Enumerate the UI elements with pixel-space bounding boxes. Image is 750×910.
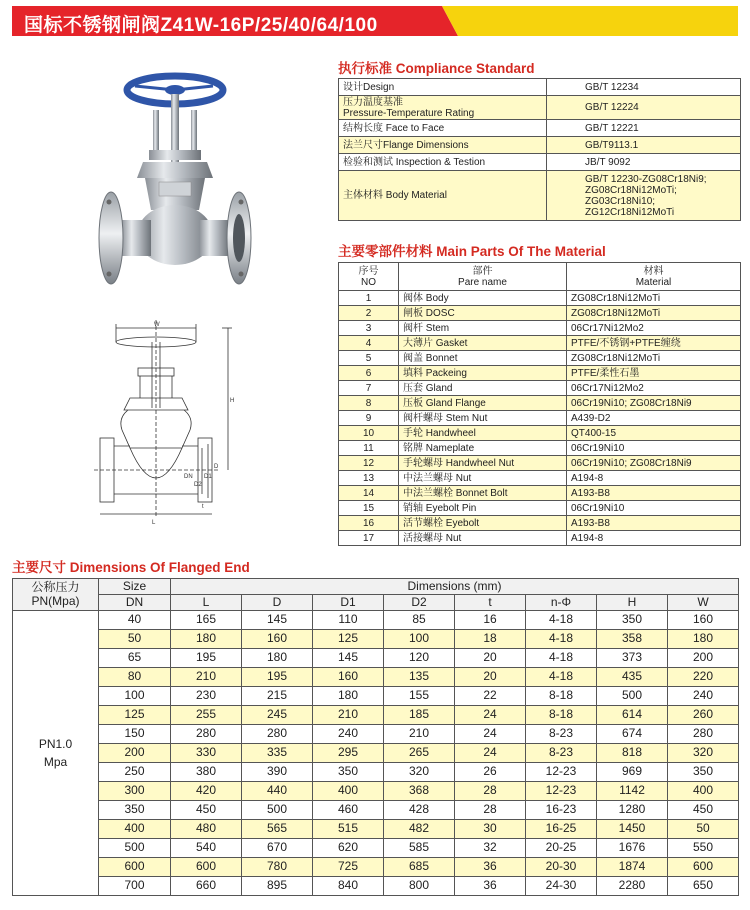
dimension-value: 240: [313, 725, 384, 744]
part-number: 7: [339, 381, 399, 396]
dimension-value: 255: [171, 706, 242, 725]
dimension-value: 12-23: [526, 782, 597, 801]
dimension-value: 380: [171, 763, 242, 782]
dimension-value: 36: [455, 877, 526, 896]
dimensions-header-row-1: [13, 579, 739, 595]
dimensions-heading: 主要尺寸 Dimensions Of Flanged End: [12, 560, 250, 575]
dimension-row: [13, 706, 739, 725]
dimension-value: 50: [668, 820, 739, 839]
dimension-value: 435: [597, 668, 668, 687]
dimension-value: 155: [384, 687, 455, 706]
part-number: 4: [339, 336, 399, 351]
dimension-value: 280: [668, 725, 739, 744]
compliance-row: [339, 120, 741, 137]
dimension-value: 145: [313, 649, 384, 668]
dimension-value: 24-30: [526, 877, 597, 896]
dimension-value: 373: [597, 649, 668, 668]
part-number: 2: [339, 306, 399, 321]
compliance-label-text: 压力温度基准: [343, 96, 403, 108]
dimension-column-header: n-Φ: [526, 595, 597, 611]
dimension-value: 1450: [597, 820, 668, 839]
dimension-value: 482: [384, 820, 455, 839]
compliance-row: [339, 96, 741, 120]
dn-value: 150: [99, 725, 171, 744]
compliance-label-text: 法兰尺寸Flange Dimensions: [343, 139, 469, 151]
dimension-column-header: W: [668, 595, 739, 611]
dimension-value: 220: [668, 668, 739, 687]
dimension-value: 540: [171, 839, 242, 858]
page-title: 国标不锈钢闸阀Z41W-16P/25/40/64/100: [24, 15, 378, 36]
pn-header: [13, 579, 99, 611]
part-number: 11: [339, 441, 399, 456]
dimension-value: 428: [384, 801, 455, 820]
dimension-value: 660: [171, 877, 242, 896]
dimension-value: 195: [242, 668, 313, 687]
part-material: 06Cr17Ni12Mo2: [567, 321, 741, 336]
dimension-value: 550: [668, 839, 739, 858]
pn-value-text: Mpa: [43, 755, 68, 769]
compliance-value: [547, 120, 741, 137]
parts-row: [339, 291, 741, 306]
dn-value: 65: [99, 649, 171, 668]
dimension-value: 335: [242, 744, 313, 763]
dimension-value: 195: [171, 649, 242, 668]
dimension-value: 100: [384, 630, 455, 649]
dimension-value: 670: [242, 839, 313, 858]
dimension-row: [13, 725, 739, 744]
pn-value-text: PN1.0: [38, 737, 73, 751]
compliance-value-text: GB/T 12234: [585, 81, 639, 93]
parts-row: [339, 366, 741, 381]
dimension-row: [13, 668, 739, 687]
parts-row: [339, 396, 741, 411]
dn-value: 250: [99, 763, 171, 782]
dimension-value: 320: [384, 763, 455, 782]
compliance-label: [339, 154, 547, 171]
parts-header-name-en: Pare name: [458, 276, 507, 288]
part-number: 13: [339, 471, 399, 486]
dimension-value: 26: [455, 763, 526, 782]
part-number: 12: [339, 456, 399, 471]
dimension-value: 160: [313, 668, 384, 687]
compliance-label: [339, 120, 547, 137]
part-name: 阀杆螺母 Stem Nut: [399, 411, 567, 426]
dimension-value: 8-23: [526, 725, 597, 744]
parts-row: [339, 306, 741, 321]
compliance-label-text: 主体材料 Body Material: [343, 190, 447, 201]
dimension-value: 4-18: [526, 668, 597, 687]
compliance-row: [339, 154, 741, 171]
part-material: A193-B8: [567, 516, 741, 531]
dimension-row: [13, 782, 739, 801]
part-number: 17: [339, 531, 399, 546]
dimension-value: 600: [668, 858, 739, 877]
compliance-label-text: Pressure-Temperature Rating: [343, 107, 475, 119]
dimension-value: 500: [242, 801, 313, 820]
drawing-label-l: L: [152, 520, 156, 526]
dimension-value: 16-23: [526, 801, 597, 820]
parts-header-row: [339, 263, 741, 291]
dimension-value: 1142: [597, 782, 668, 801]
dimension-value: 20: [455, 649, 526, 668]
part-material: A194-8: [567, 531, 741, 546]
dimension-value: 800: [384, 877, 455, 896]
parts-row: [339, 336, 741, 351]
part-name: 大薄片 Gasket: [399, 336, 567, 351]
dn-value: 400: [99, 820, 171, 839]
parts-header-no-en: NO: [361, 276, 376, 288]
parts-row: [339, 471, 741, 486]
dimension-value: 240: [668, 687, 739, 706]
compliance-value-text: ZG12Cr18Ni12MoTi: [585, 206, 675, 218]
dn-value: 350: [99, 801, 171, 820]
dimension-value: 18: [455, 630, 526, 649]
part-material: PTFE/柔性石墨: [567, 366, 741, 381]
parts-row: [339, 321, 741, 336]
dimension-value: 818: [597, 744, 668, 763]
dimension-value: 614: [597, 706, 668, 725]
dimension-value: 85: [384, 611, 455, 630]
dimension-value: 4-18: [526, 611, 597, 630]
part-material: 06Cr19Ni10; ZG08Cr18Ni9: [567, 396, 741, 411]
dimension-value: 440: [242, 782, 313, 801]
size-header: Size: [99, 579, 171, 595]
dimension-value: 8-18: [526, 687, 597, 706]
dimension-value: 16-25: [526, 820, 597, 839]
dimension-value: 295: [313, 744, 384, 763]
dimension-value: 280: [171, 725, 242, 744]
parts-row: [339, 516, 741, 531]
drawing-label-d: D: [214, 464, 219, 470]
dimension-value: 180: [668, 630, 739, 649]
part-name: 中法兰螺母 Nut: [399, 471, 567, 486]
part-material: ZG08Cr18Ni12MoTi: [567, 351, 741, 366]
parts-row: [339, 381, 741, 396]
compliance-value-text: GB/T 12224: [585, 102, 639, 113]
part-name: 压套 Gland: [399, 381, 567, 396]
dimension-value: 24: [455, 725, 526, 744]
pn-header-cn: 公称压力: [31, 580, 80, 595]
compliance-label: [339, 171, 547, 221]
dimension-row: [13, 839, 739, 858]
compliance-value: [547, 137, 741, 154]
drawing-label-d1: D1: [204, 474, 212, 480]
dimension-value: 32: [455, 839, 526, 858]
dimension-value: 400: [313, 782, 384, 801]
part-material: 06Cr19Ni10: [567, 501, 741, 516]
compliance-value-text: ZG03Cr18Ni10;: [585, 195, 656, 207]
part-name: 活接螺母 Nut: [399, 531, 567, 546]
dn-value: 40: [99, 611, 171, 630]
dimension-value: 400: [668, 782, 739, 801]
drawing-label-dn: DN: [184, 474, 193, 480]
compliance-label-text: 设计Design: [343, 81, 395, 93]
dimension-value: 16: [455, 611, 526, 630]
dimension-value: 210: [313, 706, 384, 725]
dn-value: 600: [99, 858, 171, 877]
dimension-value: 450: [668, 801, 739, 820]
dimension-value: 515: [313, 820, 384, 839]
dimensions-table: [12, 578, 739, 896]
parts-header-material-en: Material: [635, 276, 672, 288]
dimension-value: 1676: [597, 839, 668, 858]
dimension-row: [13, 858, 739, 877]
dimension-row: [13, 611, 739, 630]
dimension-row: [13, 801, 739, 820]
dimension-value: 500: [597, 687, 668, 706]
dimension-value: 200: [668, 649, 739, 668]
dn-value: 100: [99, 687, 171, 706]
dimension-value: 1874: [597, 858, 668, 877]
dn-value: 80: [99, 668, 171, 687]
dimension-value: 450: [171, 801, 242, 820]
part-name: 压板 Gland Flange: [399, 396, 567, 411]
dimension-value: 165: [171, 611, 242, 630]
dimension-row: [13, 744, 739, 763]
dimension-value: 620: [313, 839, 384, 858]
dimension-value: 685: [384, 858, 455, 877]
compliance-table: [338, 78, 741, 221]
dimension-value: 160: [242, 630, 313, 649]
dimension-value: 12-23: [526, 763, 597, 782]
dimension-value: 160: [668, 611, 739, 630]
drawing-label-w: W: [154, 322, 160, 328]
compliance-label: [339, 79, 547, 96]
dimension-column-header: D1: [313, 595, 384, 611]
part-name: 闸板 DOSC: [399, 306, 567, 321]
part-name: 阀杆 Stem: [399, 321, 567, 336]
compliance-value-text: ZG08Cr18Ni12MoTi;: [585, 184, 677, 196]
dimension-value: 210: [384, 725, 455, 744]
part-name: 销轴 Eyebolt Pin: [399, 501, 567, 516]
part-material: ZG08Cr18Ni12MoTi: [567, 291, 741, 306]
parts-row: [339, 486, 741, 501]
parts-table: [338, 262, 741, 546]
part-number: 15: [339, 501, 399, 516]
part-number: 9: [339, 411, 399, 426]
part-name: 手轮螺母 Handwheel Nut: [399, 456, 567, 471]
dimension-value: 320: [668, 744, 739, 763]
dimensions-mm-header: Dimensions (mm): [171, 579, 739, 595]
part-number: 14: [339, 486, 399, 501]
dimension-row: [13, 649, 739, 668]
dimension-row: [13, 877, 739, 896]
part-number: 16: [339, 516, 399, 531]
parts-header-no-cn: 序号: [358, 265, 379, 277]
dimension-column-header: D: [242, 595, 313, 611]
dimension-value: 20-30: [526, 858, 597, 877]
dimension-value: 840: [313, 877, 384, 896]
title-banner: [12, 6, 738, 36]
dimension-value: 600: [171, 858, 242, 877]
dn-value: 700: [99, 877, 171, 896]
part-name: 中法兰螺栓 Bonnet Bolt: [399, 486, 567, 501]
dimension-value: 565: [242, 820, 313, 839]
compliance-value-text: GB/T9113.1: [585, 139, 639, 151]
dimension-value: 350: [313, 763, 384, 782]
dimension-value: 110: [313, 611, 384, 630]
part-number: 6: [339, 366, 399, 381]
compliance-row: [339, 79, 741, 96]
dimension-value: 22: [455, 687, 526, 706]
dimension-value: 260: [668, 706, 739, 725]
parts-row: [339, 441, 741, 456]
dimension-value: 210: [171, 668, 242, 687]
dimension-value: 28: [455, 801, 526, 820]
part-material: A194-8: [567, 471, 741, 486]
part-number: 10: [339, 426, 399, 441]
dimension-value: 390: [242, 763, 313, 782]
parts-header-no: [339, 263, 399, 291]
dimension-value: 585: [384, 839, 455, 858]
dimension-value: 350: [668, 763, 739, 782]
drawing-label-h: H: [230, 398, 235, 404]
part-material: 06Cr19Ni10: [567, 441, 741, 456]
compliance-label-text: 检验和测试 Inspection & Testion: [343, 156, 486, 168]
dimension-value: 4-18: [526, 630, 597, 649]
dn-value: 50: [99, 630, 171, 649]
dimension-value: 330: [171, 744, 242, 763]
dimension-value: 265: [384, 744, 455, 763]
part-material: QT400-15: [567, 426, 741, 441]
dn-header: DN: [99, 595, 171, 611]
dimension-column-header: L: [171, 595, 242, 611]
part-number: 3: [339, 321, 399, 336]
parts-header-material-cn: 材料: [643, 265, 664, 277]
dimension-value: 145: [242, 611, 313, 630]
pn-value: [13, 611, 99, 896]
parts-heading: 主要零部件材料 Main Parts Of The Material: [338, 244, 606, 259]
dimension-value: 725: [313, 858, 384, 877]
dimension-value: 350: [597, 611, 668, 630]
dimension-value: 280: [242, 725, 313, 744]
dimension-value: 20: [455, 668, 526, 687]
parts-header-name-cn: 部件: [472, 265, 493, 277]
part-number: 5: [339, 351, 399, 366]
dimension-column-header: H: [597, 595, 668, 611]
dimension-value: 8-23: [526, 744, 597, 763]
valve-photo-image: [95, 70, 255, 295]
part-name: 铭牌 Nameplate: [399, 441, 567, 456]
dimension-value: 180: [171, 630, 242, 649]
dimension-value: 895: [242, 877, 313, 896]
dimension-value: 36: [455, 858, 526, 877]
part-name: 填料 Packeing: [399, 366, 567, 381]
part-name: 阀盖 Bonnet: [399, 351, 567, 366]
part-name: 活节螺栓 Eyebolt: [399, 516, 567, 531]
dimension-value: 245: [242, 706, 313, 725]
dimension-value: 125: [313, 630, 384, 649]
parts-row: [339, 426, 741, 441]
compliance-value-text: GB/T 12221: [585, 122, 639, 134]
compliance-value: [547, 79, 741, 96]
dn-value: 300: [99, 782, 171, 801]
part-material: PTFE/不锈钢+PTFE缠绕: [567, 336, 741, 351]
part-name: 阀体 Body: [399, 291, 567, 306]
dimension-row: [13, 820, 739, 839]
dimension-value: 180: [313, 687, 384, 706]
dimension-value: 368: [384, 782, 455, 801]
compliance-value: [547, 154, 741, 171]
drawing-label-t: t: [202, 504, 204, 510]
dn-value: 125: [99, 706, 171, 725]
dimension-value: 135: [384, 668, 455, 687]
part-material: 06Cr17Ni12Mo2: [567, 381, 741, 396]
dimension-value: 24: [455, 706, 526, 725]
part-number: 8: [339, 396, 399, 411]
dimension-row: [13, 763, 739, 782]
dimension-value: 215: [242, 687, 313, 706]
part-name: 手轮 Handwheel: [399, 426, 567, 441]
parts-row: [339, 351, 741, 366]
dimension-value: 358: [597, 630, 668, 649]
pn-header-en: PN(Mpa): [31, 593, 80, 608]
part-material: 06Cr19Ni10; ZG08Cr18Ni9: [567, 456, 741, 471]
dimension-value: 1280: [597, 801, 668, 820]
compliance-label: [339, 137, 547, 154]
dimension-value: 780: [242, 858, 313, 877]
compliance-row: [339, 171, 741, 221]
parts-row: [339, 411, 741, 426]
compliance-value: [547, 96, 741, 120]
compliance-row: [339, 137, 741, 154]
dimension-column-header: D2: [384, 595, 455, 611]
valve-dimension-drawing: [90, 318, 250, 528]
dn-value: 200: [99, 744, 171, 763]
dimension-row: [13, 630, 739, 649]
dimension-value: 30: [455, 820, 526, 839]
part-material: ZG08Cr18Ni12MoTi: [567, 306, 741, 321]
dn-value: 500: [99, 839, 171, 858]
dimension-value: 120: [384, 649, 455, 668]
compliance-value-text: GB/T 12230-ZG08Cr18Ni9;: [585, 173, 707, 185]
compliance-label-text: 结构长度 Face to Face: [343, 122, 445, 134]
dimension-value: 28: [455, 782, 526, 801]
dimension-value: 420: [171, 782, 242, 801]
dimension-value: 969: [597, 763, 668, 782]
compliance-value: [547, 171, 741, 221]
dimensions-header-row-2: [13, 595, 739, 611]
parts-row: [339, 531, 741, 546]
part-number: 1: [339, 291, 399, 306]
dimension-value: 480: [171, 820, 242, 839]
dimension-value: 460: [313, 801, 384, 820]
dimension-row: [13, 687, 739, 706]
dimension-value: 24: [455, 744, 526, 763]
dimension-value: 230: [171, 687, 242, 706]
dimension-value: 4-18: [526, 649, 597, 668]
drawing-label-d2: D2: [194, 482, 202, 488]
parts-header-material: [567, 263, 741, 291]
parts-row: [339, 501, 741, 516]
dimension-value: 8-18: [526, 706, 597, 725]
compliance-heading: 执行标准 Compliance Standard: [338, 61, 535, 76]
dimension-value: 20-25: [526, 839, 597, 858]
compliance-value-text: JB/T 9092: [585, 156, 631, 168]
dimension-value: 650: [668, 877, 739, 896]
dimension-value: 180: [242, 649, 313, 668]
dimension-column-header: t: [455, 595, 526, 611]
part-material: A439-D2: [567, 411, 741, 426]
parts-header-name: [399, 263, 567, 291]
dimension-value: 674: [597, 725, 668, 744]
dimension-value: 2280: [597, 877, 668, 896]
parts-row: [339, 456, 741, 471]
compliance-label: [339, 96, 547, 120]
dimension-value: 185: [384, 706, 455, 725]
part-material: A193-B8: [567, 486, 741, 501]
